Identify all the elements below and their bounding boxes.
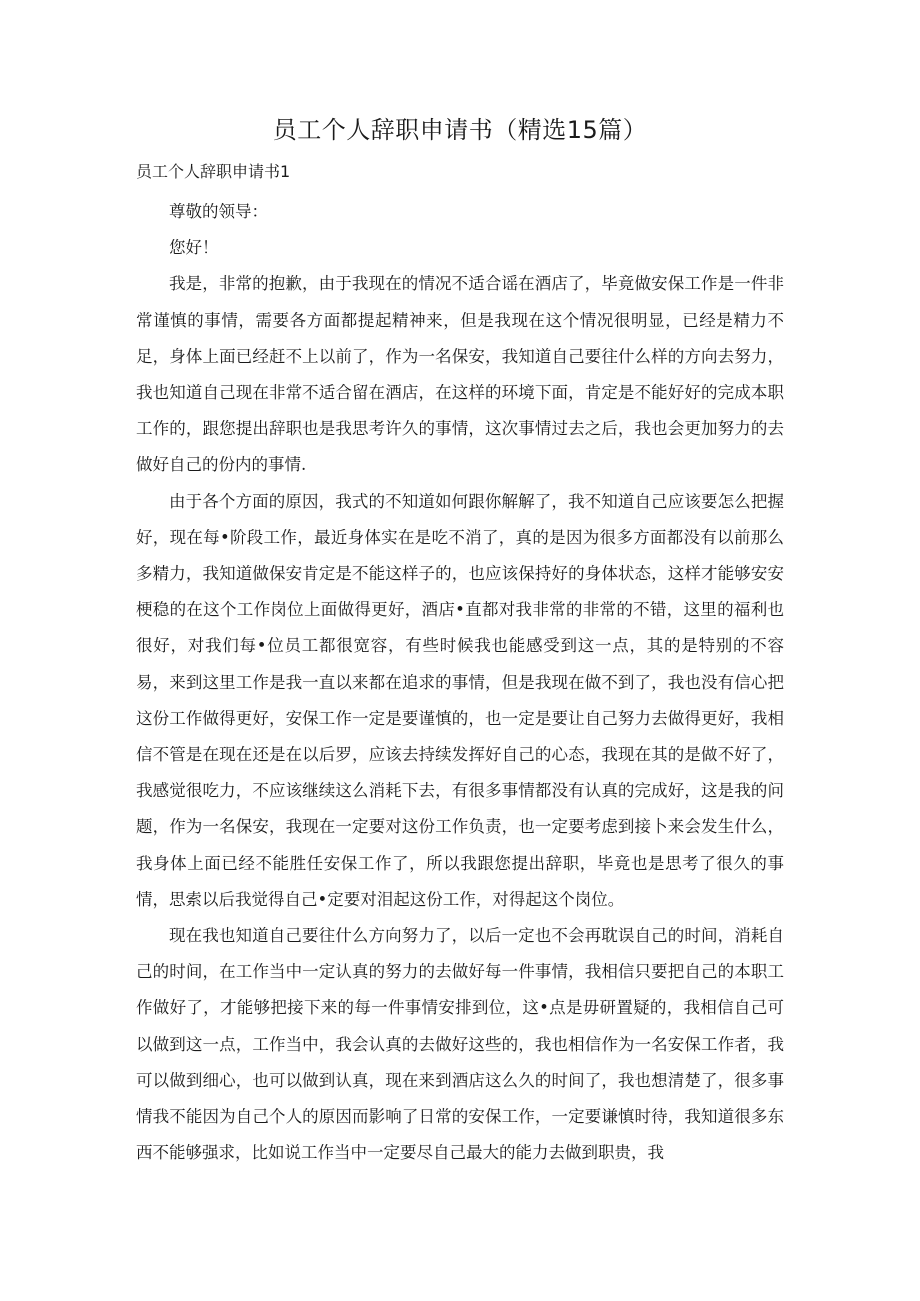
document-title: 员工个人辞职申请书（精选15篇） (272, 116, 648, 144)
letter-body (136, 194, 784, 1171)
paragraph: 由于各个方面的原因，我式的不知道如何跟你解解了，我不知道自己应该要怎么把握好，现在每•阶段工作，最近身体实在是吃不消了，真的是因为很多方面都没有以前那么多精力，我知道做保安肯定是不能这样子的，也应该保持好的身体状态，这样才能够安安梗稳的在这个工作岗位上面做得更好，酒店•直都对我非常的非常的不错，这里的福利也很好，对我们每•位员工都很宽容，有些时候我也能感受到这一点，其的是特别的不容易，来到这里工作是我一直以来都在追求的事情，但是我现在做不到了，我也没有信心把这份工作做得更好，安保工作一定是要谨慎的，也一定是要让自己努力去做得更好，我相信不管是在现在还是在以后罗，应该去持续发挥好自己的心态，我现在其的是做不好了，我感觉很吃力，不应该继续这么消耗下去，有很多事情都没有认真的完成好，这是我的问题，作为一名保安，我现在一定要对这份工作负责，也一定要考虑到接卜来会发生什么，我身体上面已经不能胜任安保工作了，所以我跟您提出辞职，毕竟也是思考了很久的事情，思索以后我觉得自己•定要对泪起这份工作，对得起这个岗位。 (136, 491, 784, 909)
salutation: 尊敬的领导： (169, 202, 268, 221)
paragraph: 现在我也知道自己要往什么方向努力了，以后一定也不会再耽误自己的时间，消耗自己的时间，在工作当中一定认真的努力的去做好每一件事情，我相信只要把自己的本职工作做好了，才能够把接下来的每一件事情安排到位，这•点是毋研置疑的，我相信自己可以做到这一点，工作当中，我会认真的去做好这些的，我也相信作为一名安保工作者，我可以做到细心，也可以做到认真，现在来到酒店这么久的时间了，我也想清楚了，很多事情我不能因为自己个人的原因而影响了日常的安保工作，一定要谦慎时待，我知道很多东西不能够强求，比如说工作当中一定要尽自己最大的能力去做到职贵，我 (136, 926, 784, 1163)
section-title: 员工个人辞职申请书1 (136, 162, 291, 181)
greeting: 您好！ (169, 238, 219, 258)
paragraph: 我是，非常的抱歉，由于我现在的情况不适合谣在酒店了，毕竟做安保工作是一件非常谨慎的事情，需要各方面都提起精神来，但是我现在这个情况很明显，已经是精力不足，身体上面已经赶不上以前了，作为一名保安，我知道自己要往什么样的方向去努力，我也知道自己现在非常不适合留在酒店，在这样的环境下面，肯定是不能好好的完成本职工作的，跟您提出辞职也是我思考许久的事情，这次事情过去之后，我也会更加努力的去做好自己的份内的事情. (136, 274, 784, 475)
